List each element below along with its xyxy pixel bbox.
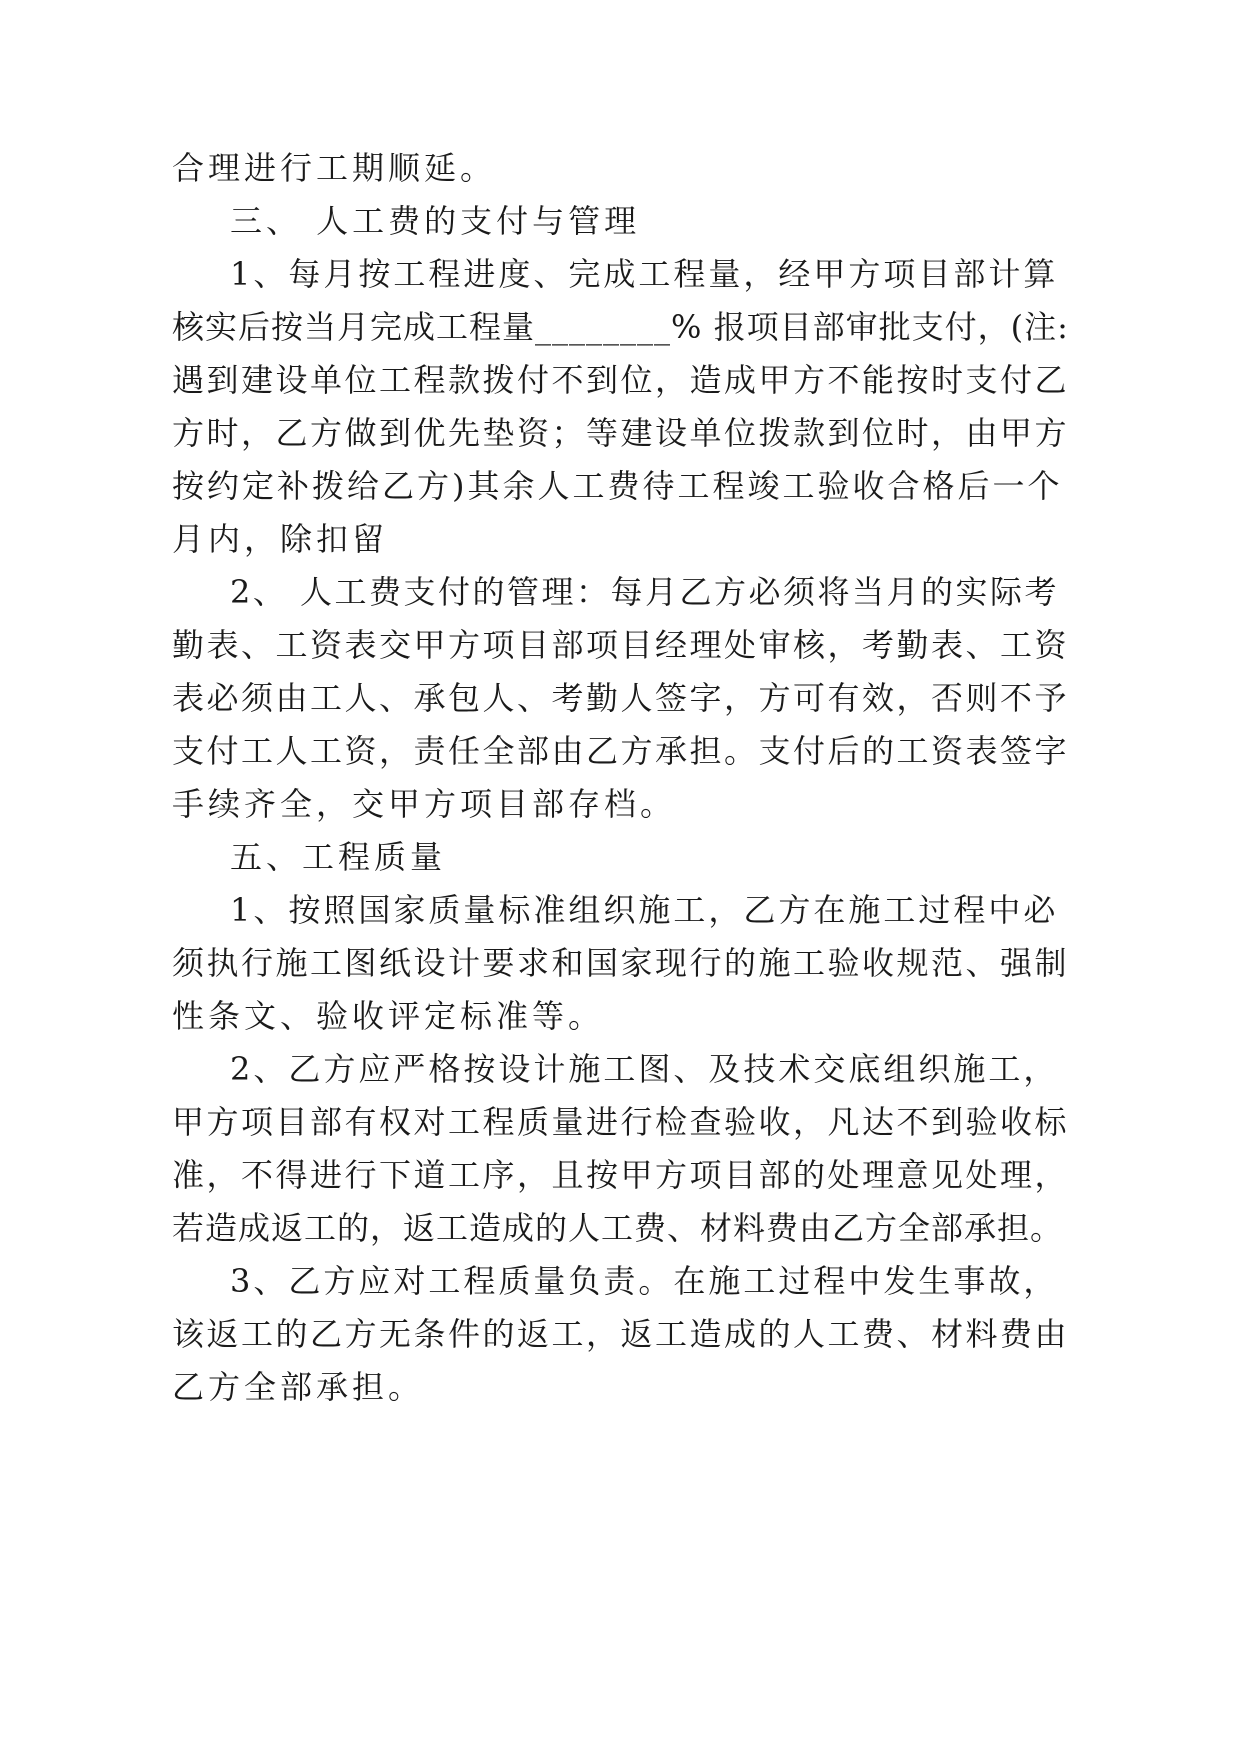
text-line: 表必须由工人、承包人、考勤人签字，方可有效，否则不予 [172,679,1070,717]
text-line: 支付工人工资，责任全部由乙方承担。支付后的工资表签字 [172,732,1070,770]
text-line: 甲方项目部有权对工程质量进行检查验收，凡达不到验收标 [172,1103,1070,1141]
text-line: 2、乙方应严格按设计施工图、及技术交底组织施工， [230,1050,1059,1088]
text-line: 须执行施工图纸设计要求和国家现行的施工验收规范、强制 [172,944,1070,982]
text-line: 月内，除扣留 [172,520,389,558]
text-line: 2、 人工费支付的管理：每月乙方必须将当月的实际考 [230,573,1060,611]
text-line: 核实后按当月完成工程量________% 报项目部审批支付，(注: [172,308,1069,346]
text-line: 方时，乙方做到优先垫资；等建设单位拨款到位时，由甲方 [172,414,1070,452]
text-line: 若造成返工的，返工造成的人工费、材料费由乙方全部承担。 [172,1209,1064,1247]
text-line: 按约定补拨给乙方)其余人工费待工程竣工验收合格后一个 [172,467,1063,505]
text-line: 1、按照国家质量标准组织施工，乙方在施工过程中必 [230,891,1059,929]
text-line: 3、乙方应对工程质量负责。在施工过程中发生事故， [230,1262,1059,1300]
text-line: 准，不得进行下道工序，且按甲方项目部的处理意见处理， [172,1156,1070,1194]
text-line: 手续齐全，交甲方项目部存档。 [172,785,677,823]
text-line: 性条文、验收评定标准等。 [172,997,605,1035]
text-line: 勤表、工资表交甲方项目部项目经理处审核，考勤表、工资 [172,626,1070,664]
text-line: 1、每月按工程进度、完成工程量，经甲方项目部计算 [230,255,1059,293]
section-heading: 五、工程质量 [230,838,447,876]
text-line: 遇到建设单位工程款拨付不到位，造成甲方不能按时支付乙 [172,361,1070,399]
text-line: 该返工的乙方无条件的返工，返工造成的人工费、材料费由 [172,1315,1070,1353]
text-line: 合理进行工期顺延。 [172,149,497,187]
section-heading: 三、 人工费的支付与管理 [230,202,641,240]
text-line: 乙方全部承担。 [172,1368,425,1406]
